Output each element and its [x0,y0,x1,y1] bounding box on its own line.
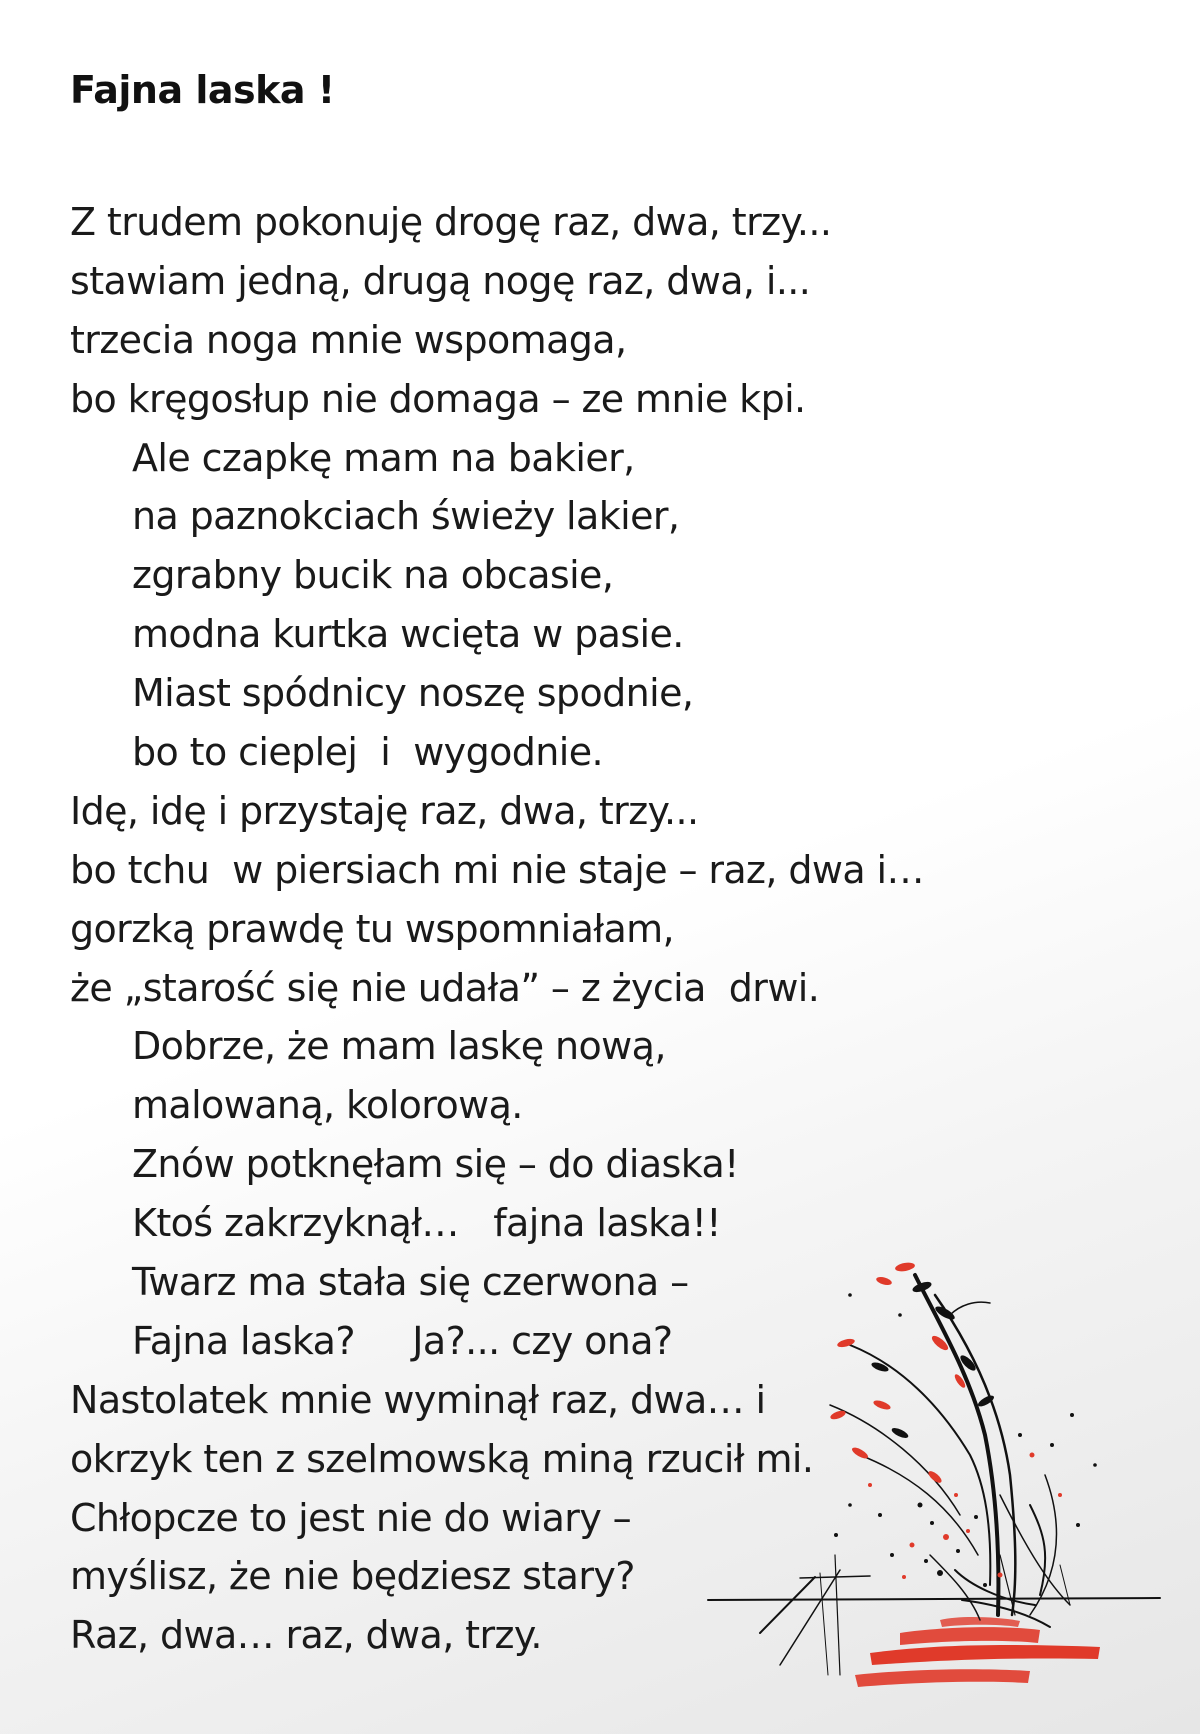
black-leaves [870,1280,995,1440]
poem-line: Fajna laska? Ja?... czy ona? [132,1318,673,1363]
poem-line: myślisz, że nie będziesz stary? [70,1554,635,1599]
poem-line: trzecia noga mnie wspomaga, [70,317,627,362]
poem-line: Znów potknęłam się – do diaska! [132,1142,739,1187]
poem-line: stawiam jedną, drugą nogę raz, dwa, i... [70,258,811,303]
poem-line: Miast spódnicy noszę spodnie, [132,671,694,716]
poem-line: Dobrze, że mam laskę nową, [132,1024,666,1069]
poem-line: Twarz ma stała się czerwona – [132,1260,689,1305]
poem-line: zgrabny bucik na obcasie, [132,553,614,598]
ink-tree-illustration [700,1255,1180,1695]
poem-line: Nastolatek mnie wyminął raz, dwa… i [70,1377,766,1422]
poem-line: malowaną, kolorową. [132,1083,523,1128]
poem-line: Chłopcze to jest nie do wiary – [70,1495,632,1540]
poem-line: gorzką prawdę tu wspomniałam, [70,906,675,951]
tree-branches [830,1275,1070,1627]
poem-line: bo kręgosłup nie domaga – ze mnie kpi. [70,376,806,421]
poem-line: bo to cieplej i wygodnie. [132,730,603,775]
poem-line: okrzyk ten z szelmowską miną rzucił mi. [70,1436,814,1481]
poem-line: Raz, dwa… raz, dwa, trzy. [70,1613,542,1658]
poem-line: bo tchu w piersiach mi nie staje – raz, dwa i… [70,847,924,892]
poem-line: że „starość się nie udała” – z życia drwi. [70,965,820,1010]
poem-line: Ktoś zakrzyknął… fajna laska!! [132,1201,721,1246]
poem-line: Ale czapkę mam na bakier, [132,435,635,480]
poem-line: modna kurtka wcięta w pasie. [132,612,684,657]
poem-line: Idę, idę i przystaję raz, dwa, trzy... [70,788,699,833]
poem-line: na paznokciach świeży lakier, [132,494,680,539]
scattered-dots [834,1293,1097,1587]
red-brush-strokes [855,1617,1100,1687]
poem-line: Z trudem pokonuję drogę raz, dwa, trzy... [70,200,832,244]
poem-title: Fajna laska ! [70,68,335,112]
